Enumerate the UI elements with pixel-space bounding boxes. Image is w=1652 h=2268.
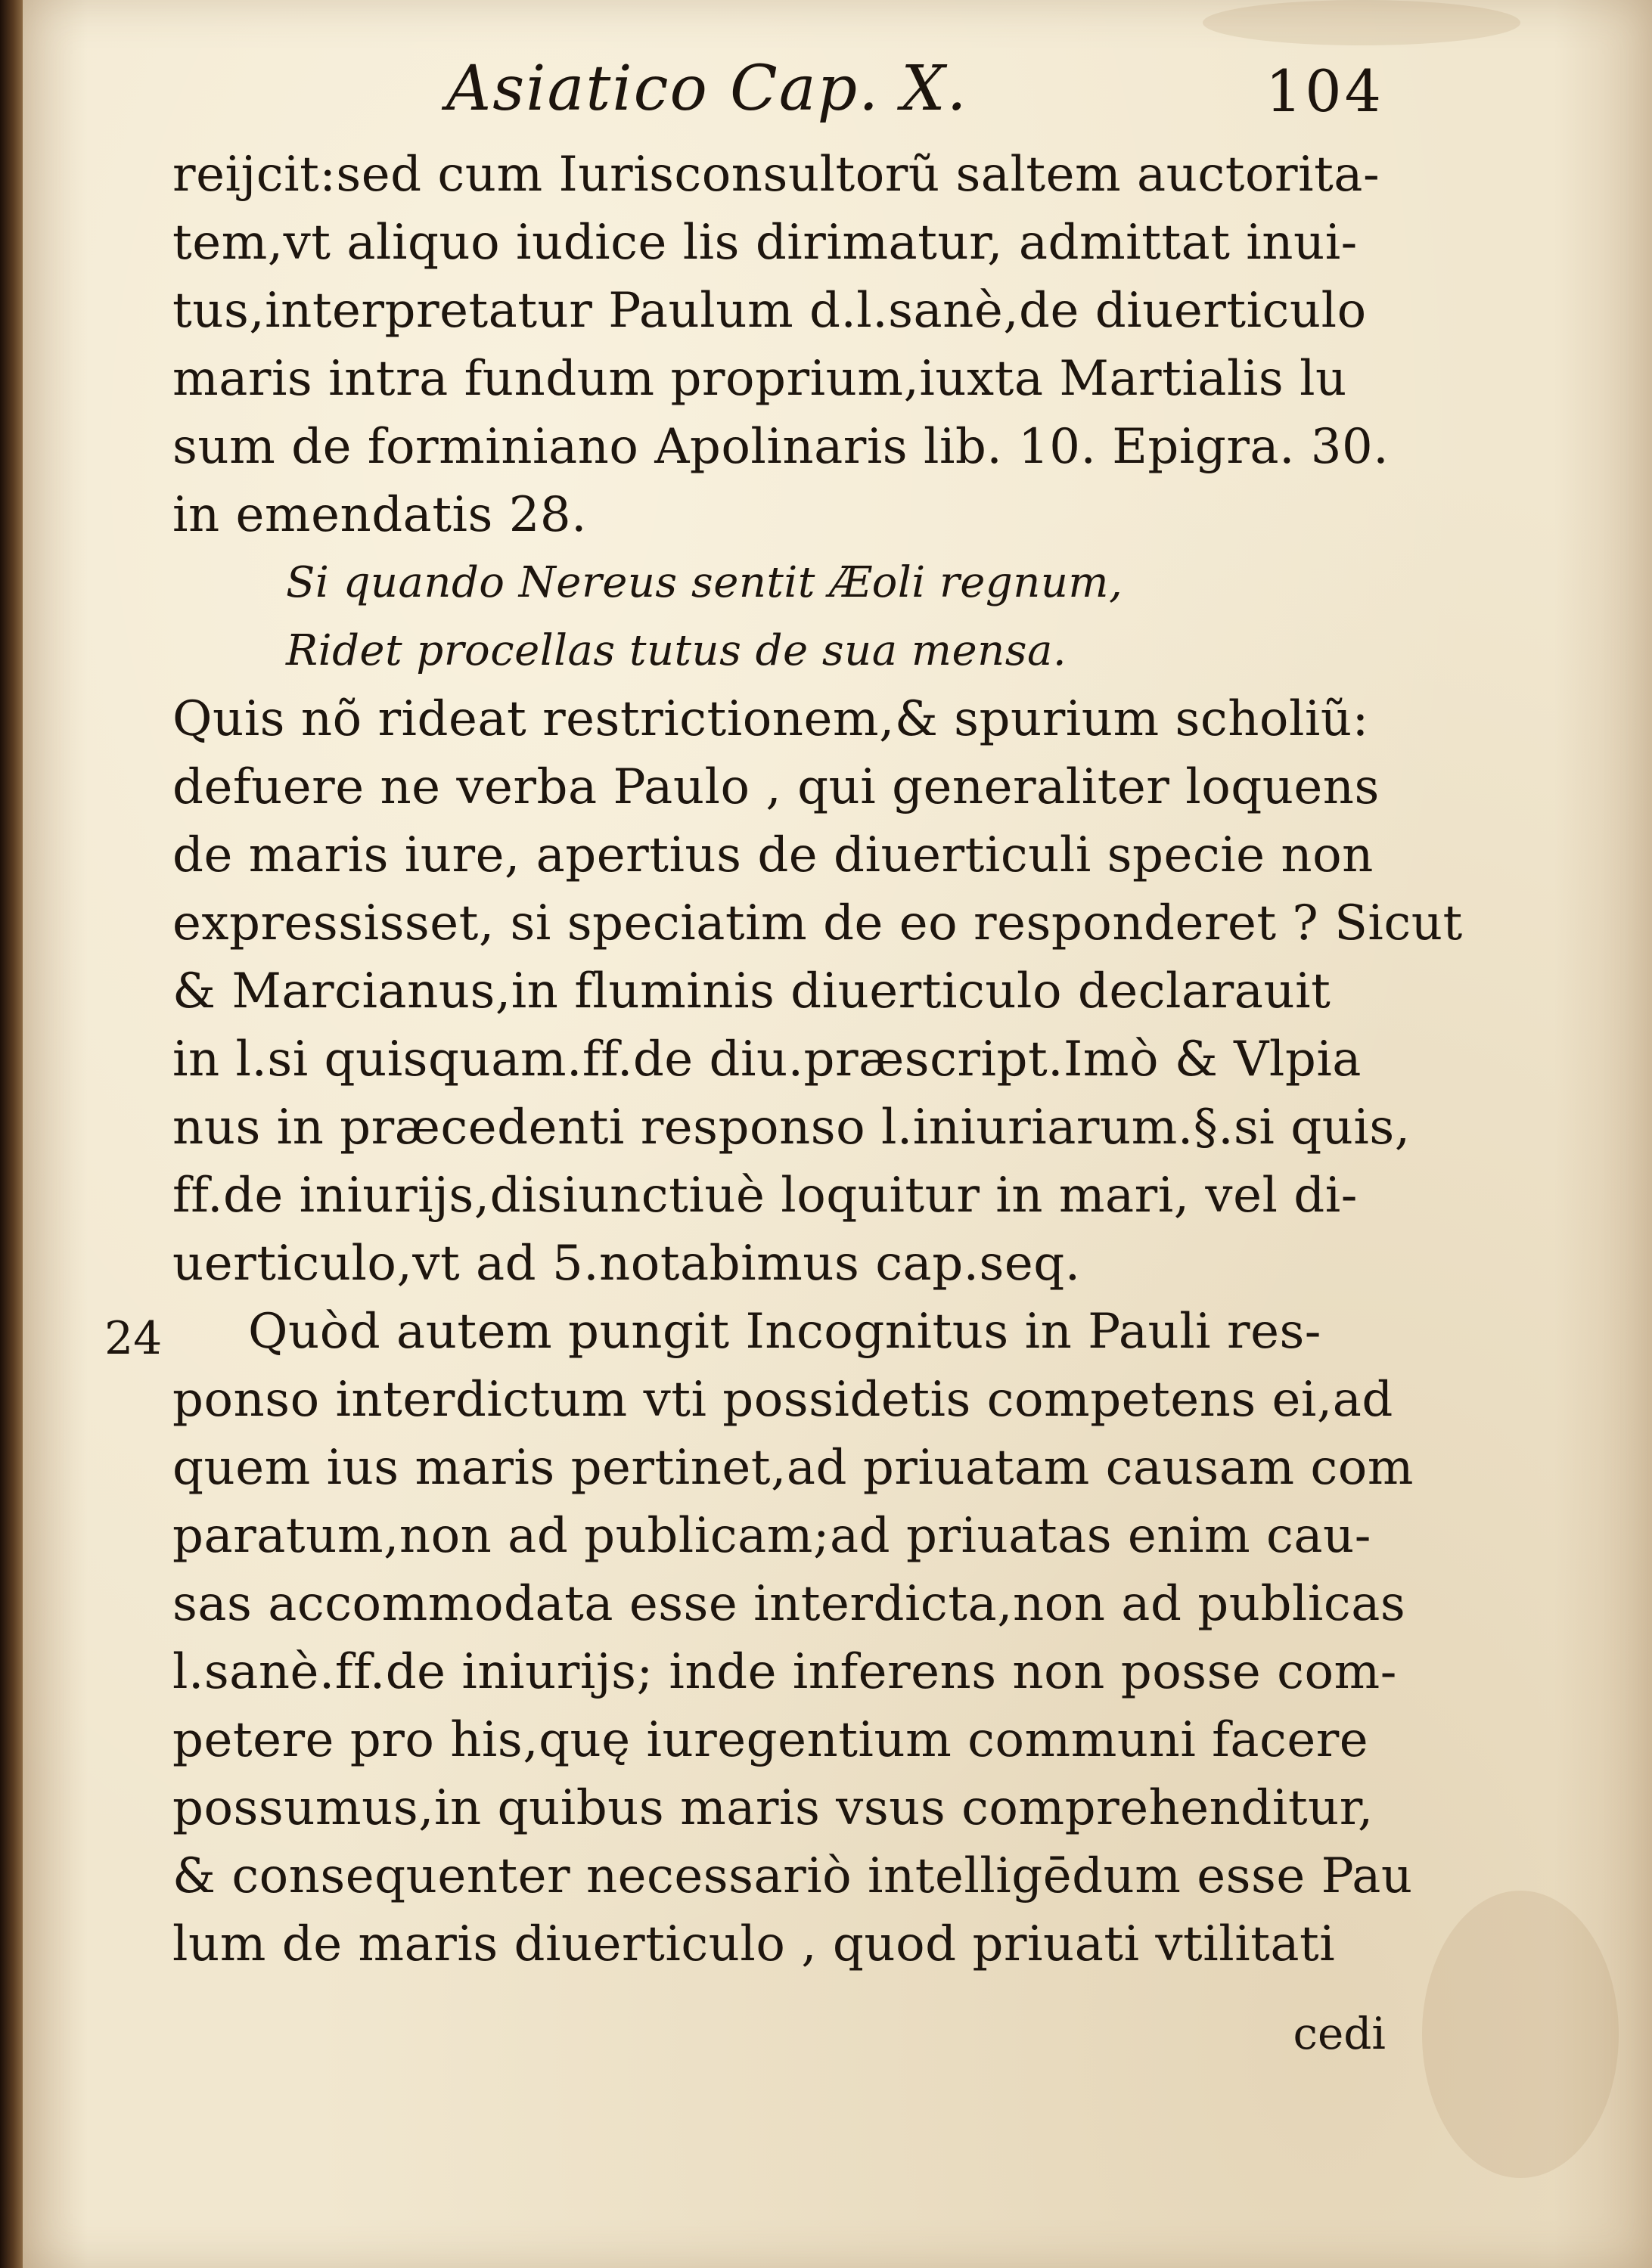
- text-line: l.sanè.ff.de iniurijs; inde inferens non posse com-: [172, 1644, 1397, 1700]
- text-line: lum de maris diuerticulo , quod priuati vtilitati: [172, 1916, 1336, 1972]
- paper-stain: [1422, 1891, 1619, 2178]
- page-header: [446, 53, 1384, 136]
- margin-note-number: 24: [104, 1312, 163, 1365]
- text-line: defuere ne verba Paulo , qui generaliter loquens: [172, 759, 1380, 815]
- text-line: & consequenter necessariò intelligēdum esse Pau: [172, 1848, 1413, 1904]
- text-line: de maris iure, apertius de diuerticuli specie non: [172, 827, 1374, 883]
- text-line: nus in præcedenti responso l.iniuriarum.§.si quis,: [172, 1100, 1411, 1156]
- text-line: possumus,in quibus maris vsus comprehenditur,: [172, 1780, 1374, 1836]
- text-line: Quis nõ rideat restrictionem,& spurium scholiũ:: [172, 691, 1369, 747]
- text-line: sum de forminiano Apolinaris lib. 10. Epigra. 30.: [172, 419, 1390, 475]
- text-line: maris intra fundum proprium,iuxta Martialis lu: [172, 351, 1347, 407]
- text-line: petere pro his,quę iuregentium communi facere: [172, 1712, 1369, 1768]
- text-line: & Marcianus,in fluminis diuerticulo declarauit: [172, 963, 1331, 1019]
- text-line: in l.si quisquam.ff.de diu.præscript.Imò & Vlpia: [172, 1032, 1362, 1087]
- book-gutter: [0, 0, 23, 2268]
- text-line: uerticulo,vt ad 5.notabimus cap.seq.: [172, 1236, 1081, 1292]
- page-number: 104: [1265, 57, 1384, 125]
- text-line: tus,interpretatur Paulum d.l.sanè,de diuerticulo: [172, 283, 1367, 339]
- verse-line: Ridet procellas tutus de sua mensa.: [286, 626, 1067, 675]
- text-line: reijcit:sed cum Iurisconsultorũ saltem auctorita-: [172, 147, 1380, 203]
- text-line: ff.de iniurijs,disiunctiuè loquitur in mari, vel di-: [172, 1168, 1358, 1224]
- text-line: tem,vt aliquo iudice lis dirimatur, admittat inui-: [172, 215, 1358, 271]
- verse-line: Si quando Nereus sentit Æoli regnum,: [286, 558, 1123, 607]
- paper-stain: [1203, 0, 1520, 45]
- body-text: [172, 141, 1463, 1978]
- text-line: in emendatis 28.: [172, 487, 587, 543]
- text-line: ponso interdictum vti possidetis competens ei,ad: [172, 1372, 1393, 1428]
- paragraph-first-line: Quòd autem pungit Incognitus in Pauli res-: [248, 1304, 1321, 1360]
- text-line: quem ius maris pertinet,ad priuatam causam com: [172, 1440, 1414, 1496]
- text-line: paratum,non ad publicam;ad priuatas enim cau-: [172, 1508, 1371, 1564]
- text-line: expressisset, si speciatim de eo responderet ? Sicut: [172, 895, 1463, 951]
- text-line: sas accommodata esse interdicta,non ad publicas: [172, 1576, 1406, 1632]
- verse-quotation: [172, 549, 1383, 685]
- catchword: cedi: [1293, 2008, 1386, 2059]
- running-head: Asiatico Cap. X.: [446, 53, 968, 125]
